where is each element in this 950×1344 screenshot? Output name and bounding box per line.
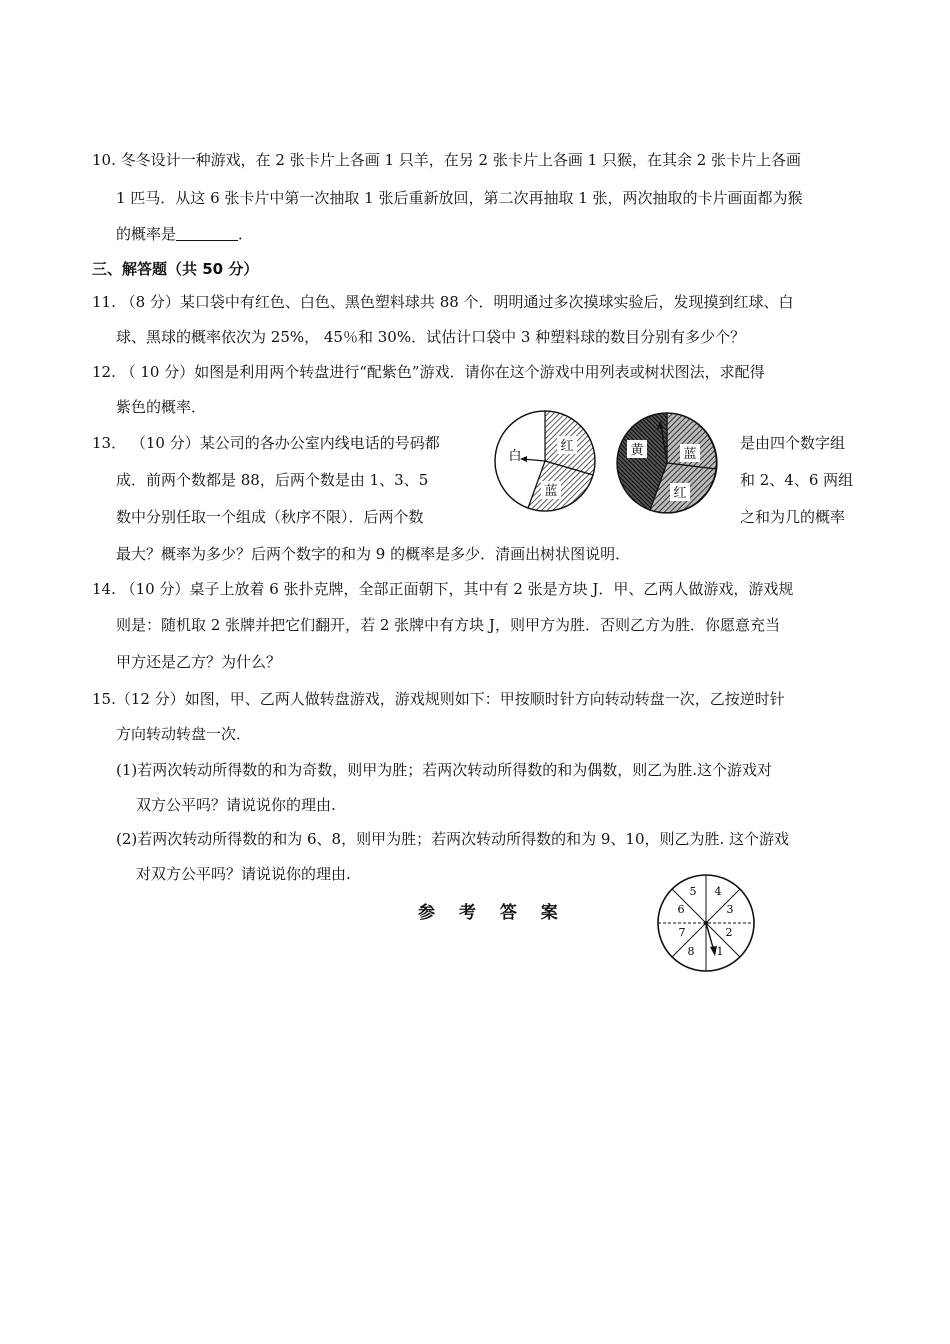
q13-line4: 最大？概率为多少？后两个数字的和为 9 的概率是多少．清画出树状图说明．	[116, 545, 631, 563]
right-label-yellow: 黄	[630, 443, 644, 458]
q14-line2: 则是：随机取 2 张牌并把它们翻开，若 2 张牌中有方块 J，则甲方为胜．否则乙方为胜．你愿意充当	[116, 616, 780, 634]
q12-line1: 12. （ 10 分）如图是利用两个转盘进行“配紫色”游戏．请你在这个游戏中用列表或树状图法，求配得	[92, 363, 765, 381]
q10-line2: 1 匹马．从这 6 张卡片中第一次抽取 1 张后重新放回，第二次再抽取 1 张，两次抽取的卡片画面都为猴	[116, 189, 803, 207]
q10-line3-end: ．	[238, 225, 254, 243]
q15-line2: 方向转动转盘一次．	[116, 725, 252, 743]
left-label-blue: 蓝	[544, 484, 558, 499]
number-spinner-figure	[648, 871, 764, 975]
q15-part1-line1: (1)若两次转动所得数的和为奇数，则甲为胜；若两次转动所得数的和为偶数，则乙为胜.这个游戏对	[116, 761, 773, 779]
number-label-8: 8	[687, 945, 695, 958]
left-spinner	[495, 411, 595, 511]
q15-part2-line2: 对双方公平吗？请说说你的理由.	[136, 865, 351, 883]
q10-line3	[116, 224, 253, 244]
q13-line3-right: 之和为几的概率	[740, 508, 846, 526]
q13-line2-left: 成．前两个数都是 88，后两个数是由 1、3、5	[116, 471, 429, 489]
q13-line3-left: 数中分别任取一个组成（秋序不限）．后两个数	[116, 508, 424, 526]
q10-line1: 10. 冬冬设计一种游戏，在 2 张卡片上各画 1 只羊，在另 2 张卡片上各画 1 只猴，在其余 2 张卡片上各画	[92, 151, 802, 169]
number-label-1: 1	[716, 945, 724, 958]
number-label-3: 3	[726, 903, 734, 916]
number-label-7: 7	[678, 926, 686, 939]
q15-part2-line1: (2)若两次转动所得数的和为 6、8，则甲为胜；若两次转动所得数的和为 9、10，则乙为胜. 这个游戏	[116, 830, 790, 848]
right-spinner	[617, 413, 717, 513]
number-label-6: 6	[677, 903, 685, 916]
q11-line2: 球、黑球的概率依次为 25%， 45％和 30%．试估计口袋中 3 种塑料球的数目分别有多少个？	[116, 328, 746, 346]
section-heading: 三、解答题（共 50 分）	[92, 260, 259, 278]
number-spinner	[658, 875, 754, 971]
left-label-red: 红	[560, 439, 574, 454]
right-label-blue: 蓝	[683, 447, 697, 462]
q13-line1-left: 13． （10 分）某公司的各办公室内线电话的号码都	[92, 434, 440, 452]
number-label-2: 2	[725, 926, 733, 939]
q11-line1: 11. （8 分）某口袋中有红色、白色、黑色塑料球共 88 个．明明通过多次摸球实验后，发现摸到红球、白	[92, 293, 794, 311]
answers-title: 参 考 答 案	[418, 903, 567, 923]
number-label-5: 5	[689, 885, 697, 898]
q13-line2-right: 和 2、4、6 两组	[740, 471, 854, 489]
q10-line3-text: 的概率是	[116, 225, 177, 243]
q15-part1-line2: 双方公平吗？请说说你的理由.	[136, 796, 336, 814]
number-label-4: 4	[714, 885, 722, 898]
q12-line2: 紫色的概率．	[116, 398, 207, 416]
q14-line3: 甲方还是乙方？为什么？	[116, 653, 282, 671]
q13-line1-right: 是由四个数字组	[740, 434, 846, 452]
color-spinners-figure	[490, 403, 730, 523]
answer-blank	[176, 226, 238, 241]
q14-line1: 14. （10 分）桌子上放着 6 张扑克牌，全部正面朝下，其中有 2 张是方块 J．甲、乙两人做游戏，游戏规	[92, 580, 794, 598]
right-label-red: 红	[673, 486, 687, 501]
left-label-white: 白	[508, 449, 522, 464]
q15-line1: 15.（12 分）如图，甲、乙两人做转盘游戏，游戏规则如下：甲按顺时针方向转动转盘一次，乙按逆时针	[92, 690, 785, 708]
